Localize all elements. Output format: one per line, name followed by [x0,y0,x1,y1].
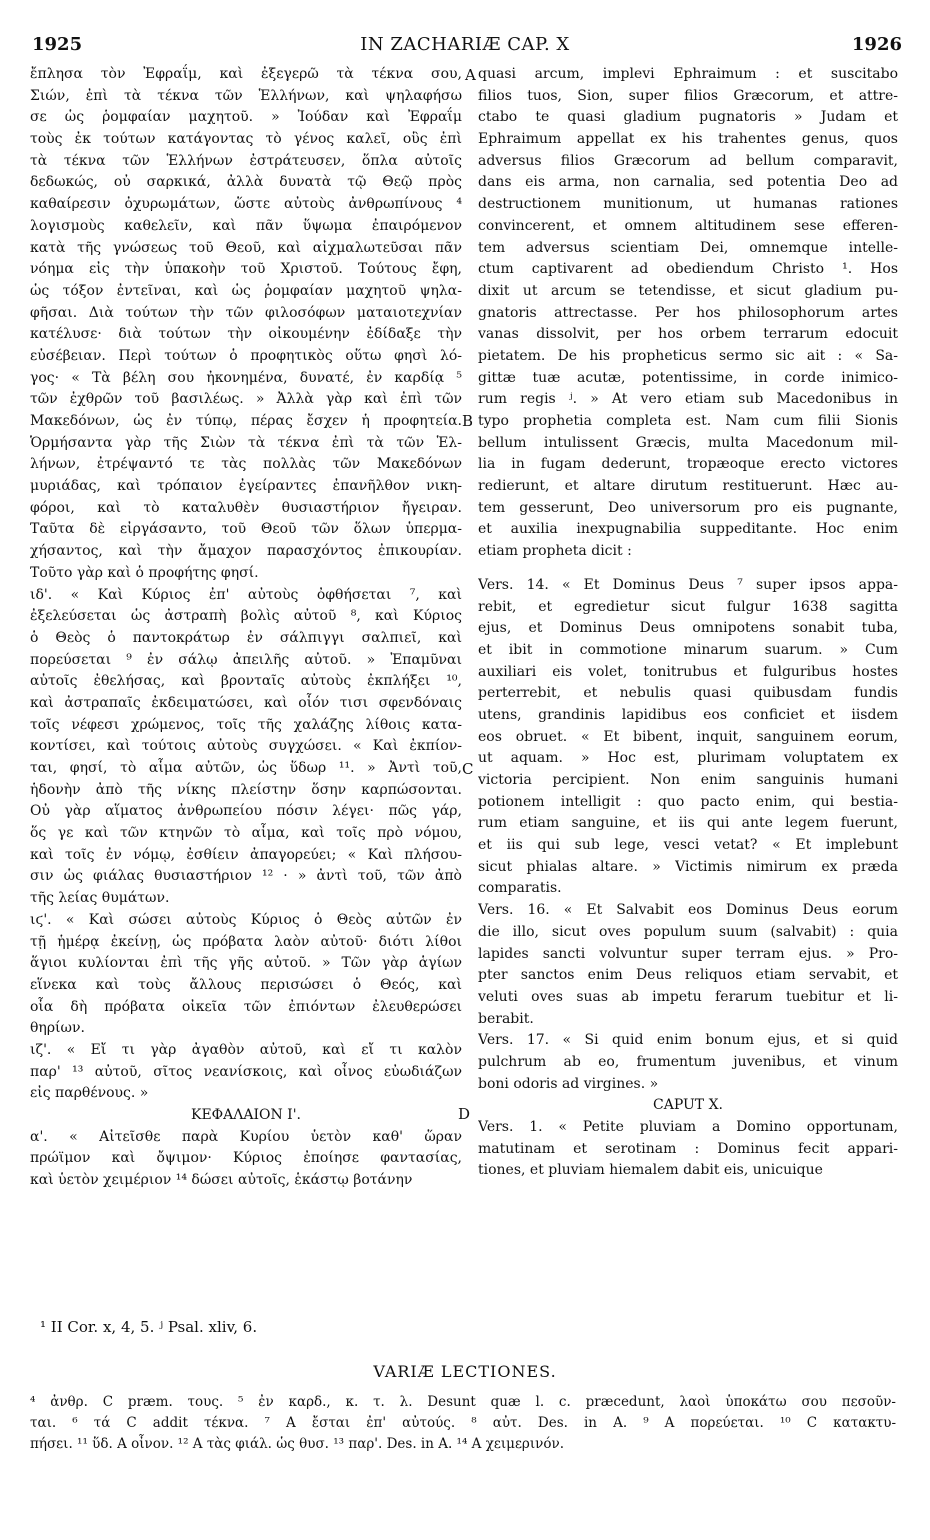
greek-text-line: εὐσέβειαν. Περὶ τούτων ὁ προφητικὸς οὕτω φησὶ λό- [30,347,462,364]
greek-text-line: καὶ ἀστραπαῖς ἐκδειματώσει, καὶ οἷόν τισι σφενδόναις [30,694,462,711]
latin-text-line: dixit ut arcum se tetendisse, et sicut gladium pu- [478,282,898,299]
latin-text-line: perterrebit, et nebulis quasi quibusdam fundis [478,685,898,702]
latin-text-line: vanas dissolvit, per hos orbem terrarum edocuit [478,326,898,343]
greek-text-line: ιϛ'. « Καὶ σώσει αὐτοὺς Κύριος ὁ Θεὸς αὐτῶν ἐν [30,911,462,928]
greek-text-line: ἅγιοι κυλίονται ἐπὶ τῆς γῆς αὐτοῦ. » Τῶν γὰρ ἁγίων [30,955,462,972]
latin-text-line: utens, grandinis lapidibus eos conficiet et iisdem [478,706,898,723]
variae-lectiones-line: πήσει. ¹¹ ὕδ. A οἶνον. ¹² A τὰς φιάλ. ὡς θυσ. ¹³ παρ'. Des. in A. ¹⁴ A χειμερινόν. [30,1436,564,1452]
greek-text-line: καθαίρεσιν ὀχυρωμάτων, ὥστε αὐτοὺς ἀνθρωπίνους ⁴ [30,196,462,213]
latin-text-line: destructionem munitionum, ut humanas rationes [478,196,898,213]
greek-text-line: Ὁρμήσαντα γὰρ τῆς Σιὼν τὰ τέκνα ἐπὶ τὰ τῶν Ἑλ- [30,434,462,451]
greek-text-line: τῶν ἐχθρῶν τοῦ βασιλέως. » Ἀλλὰ γὰρ καὶ ἐπὶ τῶν [30,391,462,408]
latin-text-line: et iis qui sub lege, vesci vetat? « Et implebunt [478,837,898,854]
greek-text-line: εἰς παρθένους. » [30,1085,149,1102]
greek-text-column [30,64,462,1192]
greek-text-line: λήνων, ἐτρέψαντό τε τὰς πολλὰς τῶν Μακεδόνων [30,456,462,473]
greek-text-line: μυριάδας, καὶ τρόπαιον ἐγείραντες ἐπανῆλθον νικη- [30,478,462,495]
greek-text-line: πορεύσεται ⁹ ἐν σάλῳ ἀπειλῆς αὐτοῦ. » Ἐπαμῦναι [30,651,462,668]
greek-text-line: φῆσαι. Διὰ τούτων τὴν τῶν φιλοσόφων ματαιοτεχνίαν [30,304,462,321]
greek-text-line: καὶ ὑετὸν χειμέριον ¹⁴ δώσει αὐτοῖς, ἑκάστῳ βοτάνην [30,1172,413,1189]
running-title: IN ZACHARIÆ CAP. X [360,34,570,55]
latin-text-line: et auxilia inexpugnabilia suppeditante. Hoc enim [478,521,898,538]
greek-text-line: κατέλυσε· διὰ τούτων τὴν οἰκουμένην ἐδίδαξε τὴν [30,326,462,343]
latin-text-line: pter sanctos enim Deus reliquos etiam servabit, et [478,967,898,984]
latin-text-line: sicut phialas altare. » Victimis nimirum ex præda [478,858,898,875]
latin-text-line: gnatoris attrectasse. Per hos philosophorum artes [478,304,898,321]
latin-text-line: etiam propheta dicit : [478,543,632,560]
variae-lectiones-text [30,1392,896,1455]
greek-text-line: πρώϊμον καὶ ὄψιμον· Κύριος ἐποίησε φαντασίας, [30,1150,462,1167]
greek-text-line: ται, φησί, τὸ αἷμα αὐτῶν, ὡς ὕδωρ ¹¹. » Ἀντὶ τοῦ, [30,760,462,776]
margin-marker-a: A [465,66,476,84]
greek-text-line: α'. « Αἰτεῖσθε παρὰ Κυρίου ὑετὸν καθ' ὥραν [30,1128,462,1145]
latin-text-line: rum etiam sanguine, et iis qui ante legem fuerunt, [478,815,898,832]
latin-text-line: ut aquam. » Hoc est, plurimam voluptatem ex [478,750,898,767]
latin-text-line: tem gesserunt, Deo universorum pro eis pugnante, [478,499,898,516]
greek-text-line: σιν ὡς φιάλας θυσιαστήριον ¹² · » ἀντὶ τοῦ, τῶν ἀπὸ [30,868,462,885]
page-header [0,34,930,58]
greek-text-line: αὐτοῖς ἐθελήσας, καὶ βρονταῖς αὐτοὺς ἐκπλήξει ¹⁰, [30,673,462,690]
latin-text-line: et ibit in commotione minarum suarum. » Cum [478,641,898,658]
latin-text-line: pietatem. De his propheticus sermo sic ait : « Sa- [478,347,898,364]
greek-text-line: δεδωκώς, οὐ σαρκικά, ἀλλὰ δυνατὰ τῷ Θεῷ πρὸς [30,174,462,191]
latin-text-line: typo prophetia completa est. Nam cum filii Sionis [478,413,898,429]
latin-text-line: CAPUT X. [653,1097,723,1114]
latin-text-line: rum regis ʲ. » At vero etiam sub Macedonibus in [478,391,898,408]
greek-text-line: ὅς γε καὶ τῶν κτηνῶν τὸ αἷμα, καὶ τοῖς πρὸ νόμου, [30,825,462,842]
greek-text-line: τοὺς ἐκ τούτων κατάγοντας τὸ γένος καλεῖ, οὓς ἐπὶ [30,131,462,148]
greek-text-line: ΚΕΦΑΛΑΙΟΝ Ι'. [190,1107,302,1123]
greek-text-line: Τοῦτο γὰρ καὶ ὁ προφήτης φησί. [30,564,259,581]
greek-text-line: κοντίσει, καὶ τούτοις αὐτοὺς συγχώσει. « Καὶ ἐκπίον- [30,738,462,755]
paragraph-gap [478,563,898,575]
greek-text-line: γος· « Τὰ βέλη σου ἠκονημένα, δυνατέ, ἐν καρδίᾳ ⁵ [30,369,462,386]
latin-text-line: berabit. [478,1010,534,1027]
latin-text-column [478,64,898,1182]
latin-text-line: die illo, sicut oves populum suum (salvabit) : quia [478,923,898,940]
greek-text-line: ἔπλησα τὸν Ἐφραΐμ, καὶ ἐξεγερῶ τὰ τέκνα σου, [30,66,462,82]
latin-text-line: redierunt, et altare dirutum restituerunt. Hæc au- [478,478,898,495]
latin-text-line: eos obruet. « Et bibent, inquit, sanguinem eorum, [478,728,898,745]
latin-text-line: bellum intulissent Græcis, multa Macedonum mil- [478,434,898,451]
greek-text-line: εἵνεκα καὶ τοὺς ἄλλους περισώσει ὁ Θεός, καὶ [30,976,462,993]
greek-text-line: φόροι, καὶ τὸ καταλυθὲν θυσιαστήριον ἤγειραν. [30,499,462,516]
latin-text-line: comparatis. [478,880,562,897]
right-page-number: 1926 [851,34,902,55]
greek-text-line: Σιών, ἐπὶ τὰ τέκνα τῶν Ἑλλήνων, καὶ ψηλαφήσω [30,87,462,104]
latin-text-line: matutinam et serotinam : Dominus fecit appari- [478,1140,898,1157]
latin-text-line: boni odoris ad virgines. » [478,1075,659,1092]
variae-lectiones-line: ⁴ ἀνθρ. C præm. τους. ⁵ ἐν καρδ., κ. τ. λ. Desunt quæ l. c. præcedunt, λαοὶ ὑποκάτω σου πεσοῦν- [30,1394,896,1410]
greek-text-line: καὶ τοῖς ἐν νόμῳ, ἐσθίειν ἀπαγορεύει; « Καὶ πλήσου- [30,846,462,863]
margin-marker-b: B [462,412,474,430]
greek-text-line: τῆς λείας θυμάτων. [30,890,170,907]
latin-text-line: convincerent, et omnem altitudinem sese efferen- [478,217,898,234]
footnote: ¹ II Cor. x, 4, 5. ʲ Psal. xliv, 6. [40,1318,258,1336]
latin-text-line: lapides sancti volvuntur super terram ejus. » Pro- [478,945,898,962]
latin-text-line: filios tuos, Sion, super filios Græcorum, et attre- [478,87,898,104]
greek-text-line: Μακεδόνων, ὡς ἐν τύπῳ, πέρας ἔσχεν ἡ προφητεία. [30,413,462,429]
latin-text-line: pulchrum ab eo, frumentum juvenibus, et vinum [478,1053,898,1070]
greek-text-line: Ταῦτα δὲ εἰργάσαντο, τοῦ Θεοῦ τῶν ὅλων ὑπερμα- [30,521,462,538]
greek-text-line: λογισμοὺς καθελεῖν, καὶ πᾶν ὕψωμα ἐπαιρόμενον [30,217,462,234]
margin-marker-c: C [462,760,474,778]
greek-text-line: Οὐ γὰρ αἵματος ἀνθρωπείου πόσιν λέγει· πῶς γάρ, [30,803,462,820]
latin-text-line: tem adversus scientiam Dei, omnemque intelle- [478,239,898,256]
greek-text-line: ἐξελεύσεται ὡς ἀστραπὴ βολὶς αὐτοῦ ⁸, καὶ Κύριος [30,608,462,625]
margin-marker-d: D [458,1105,471,1123]
latin-text-line: veluti oves suas ab impetu ferarum tuebitur et li- [478,988,898,1005]
latin-text-line: Vers. 17. « Si quid enim bonum ejus, et si quid [478,1032,898,1049]
latin-text-line: adversus filios Græcorum ad bellum comparavit, [478,152,898,169]
greek-text-line: χήσαντος, καὶ τὴν ἄμαχον παρασχόντος ἐπικουρίαν. [30,543,462,560]
latin-text-line: Vers. 16. « Et Salvabit eos Dominus Deus eorum [478,902,898,919]
greek-text-line: τὰ τέκνα τῶν Ἑλλήνων ἐστράτευσεν, ὅπλα αὐτοῖς [30,152,462,169]
greek-text-line: ὁ Θεὸς ὁ παντοκράτωρ ἐν σάλπιγγι σαλπιεῖ, καὶ [30,629,462,646]
latin-text-line: ejus, et Dominus Deus omnipotens sonabit tuba, [478,620,898,637]
latin-text-line: victoria percipient. Non enim sanguinis humani [478,772,898,788]
latin-text-line: lia in fugam dederunt, tropæoque erecto victores [478,456,898,473]
greek-text-line: ὡς τόξον ἐντεῖναι, καὶ ὡς ῥομφαίαν μαχητοῦ ψηλα- [30,282,462,299]
greek-text-line: νόημα εἰς τὴν ὑπακοὴν τοῦ Χριστοῦ. Τούτους ἔφη, [30,261,462,278]
latin-text-line: dans eis arma, non carnalia, sed potentia Deo ad [478,174,898,191]
latin-text-line: rebit, et egredietur sicut fulgur 1638 sagitta [478,598,898,615]
latin-text-line: ctum captivarent ad obediendum Christo ¹. Hos [478,261,898,278]
variae-lectiones-title: VARIÆ LECTIONES. [373,1362,557,1381]
latin-text-line: gittæ tuæ acutæ, potentissime, in corde inimico- [478,369,898,386]
latin-text-line: Ephraimum appellat ex his trahentes genus, quos [478,131,898,148]
latin-text-line: potionem intelligit : quo pacto enim, qui bestia- [478,793,898,810]
greek-text-line: παρ' ¹³ αὐτοῦ, σῖτος νεανίσκοις, καὶ οἶνος εὐωδιάζων [30,1063,462,1080]
greek-text-line: θηρίων. [30,1020,85,1037]
greek-text-line: τῇ ἡμέρᾳ ἐκείνῃ, ὡς πρόβατα λαὸν αὐτοῦ· διότι λίθοι [30,933,462,950]
greek-text-line: οἷα δὴ πρόβατα οἰκεῖα τῶν ἐπιόντων ἐλευθερώσει [30,998,462,1015]
latin-text-line: quasi arcum, implevi Ephraimum : et suscitabo [478,66,898,82]
greek-text-line: σε ὡς ῥομφαίαν μαχητοῦ. » Ἰούδαν καὶ Ἐφραΐμ [30,109,462,126]
greek-text-line: ιδ'. « Καὶ Κύριος ἐπ' αὐτοὺς ὀφθήσεται ⁷, καὶ [30,586,462,603]
greek-text-line: ἡδονὴν ἀπὸ τῆς νίκης πλείστην ὅσην καρπώσονται. [30,781,462,798]
left-page-number: 1925 [32,34,83,55]
greek-text-line: κατὰ τῆς γνώσεως τοῦ Θεοῦ, καὶ αἰχμαλωτεῦσαι πᾶν [30,239,462,256]
latin-text-line: tiones, et pluviam hiemalem dabit eis, unicuique [478,1162,823,1179]
latin-text-line: ctabo te quasi gladium pugnatoris » Judam et [478,109,898,126]
greek-text-line: ιζ'. « Εἴ τι γὰρ ἀγαθὸν αὐτοῦ, καὶ εἴ τι καλὸν [30,1041,462,1058]
latin-text-line: auxiliari eis volet, tonitrubus et fulguribus hostes [478,663,898,680]
greek-text-line: τοῖς νέφεσι χρώμενος, τοῖς τῆς χαλάζης λίθοις κατα- [30,716,462,733]
variae-lectiones-line: ται. ⁶ τά C addit τέκνα. ⁷ A ἔσται ἐπ' αὐτούς. ⁸ αὐτ. Des. in A. ⁹ A πορεύεται. ¹⁰ C κατακτυ- [30,1415,896,1431]
latin-text-line: Vers. 1. « Petite pluviam a Domino opportunam, [478,1119,898,1135]
latin-text-line: Vers. 14. « Et Dominus Deus ⁷ super ipsos appa- [478,576,898,593]
